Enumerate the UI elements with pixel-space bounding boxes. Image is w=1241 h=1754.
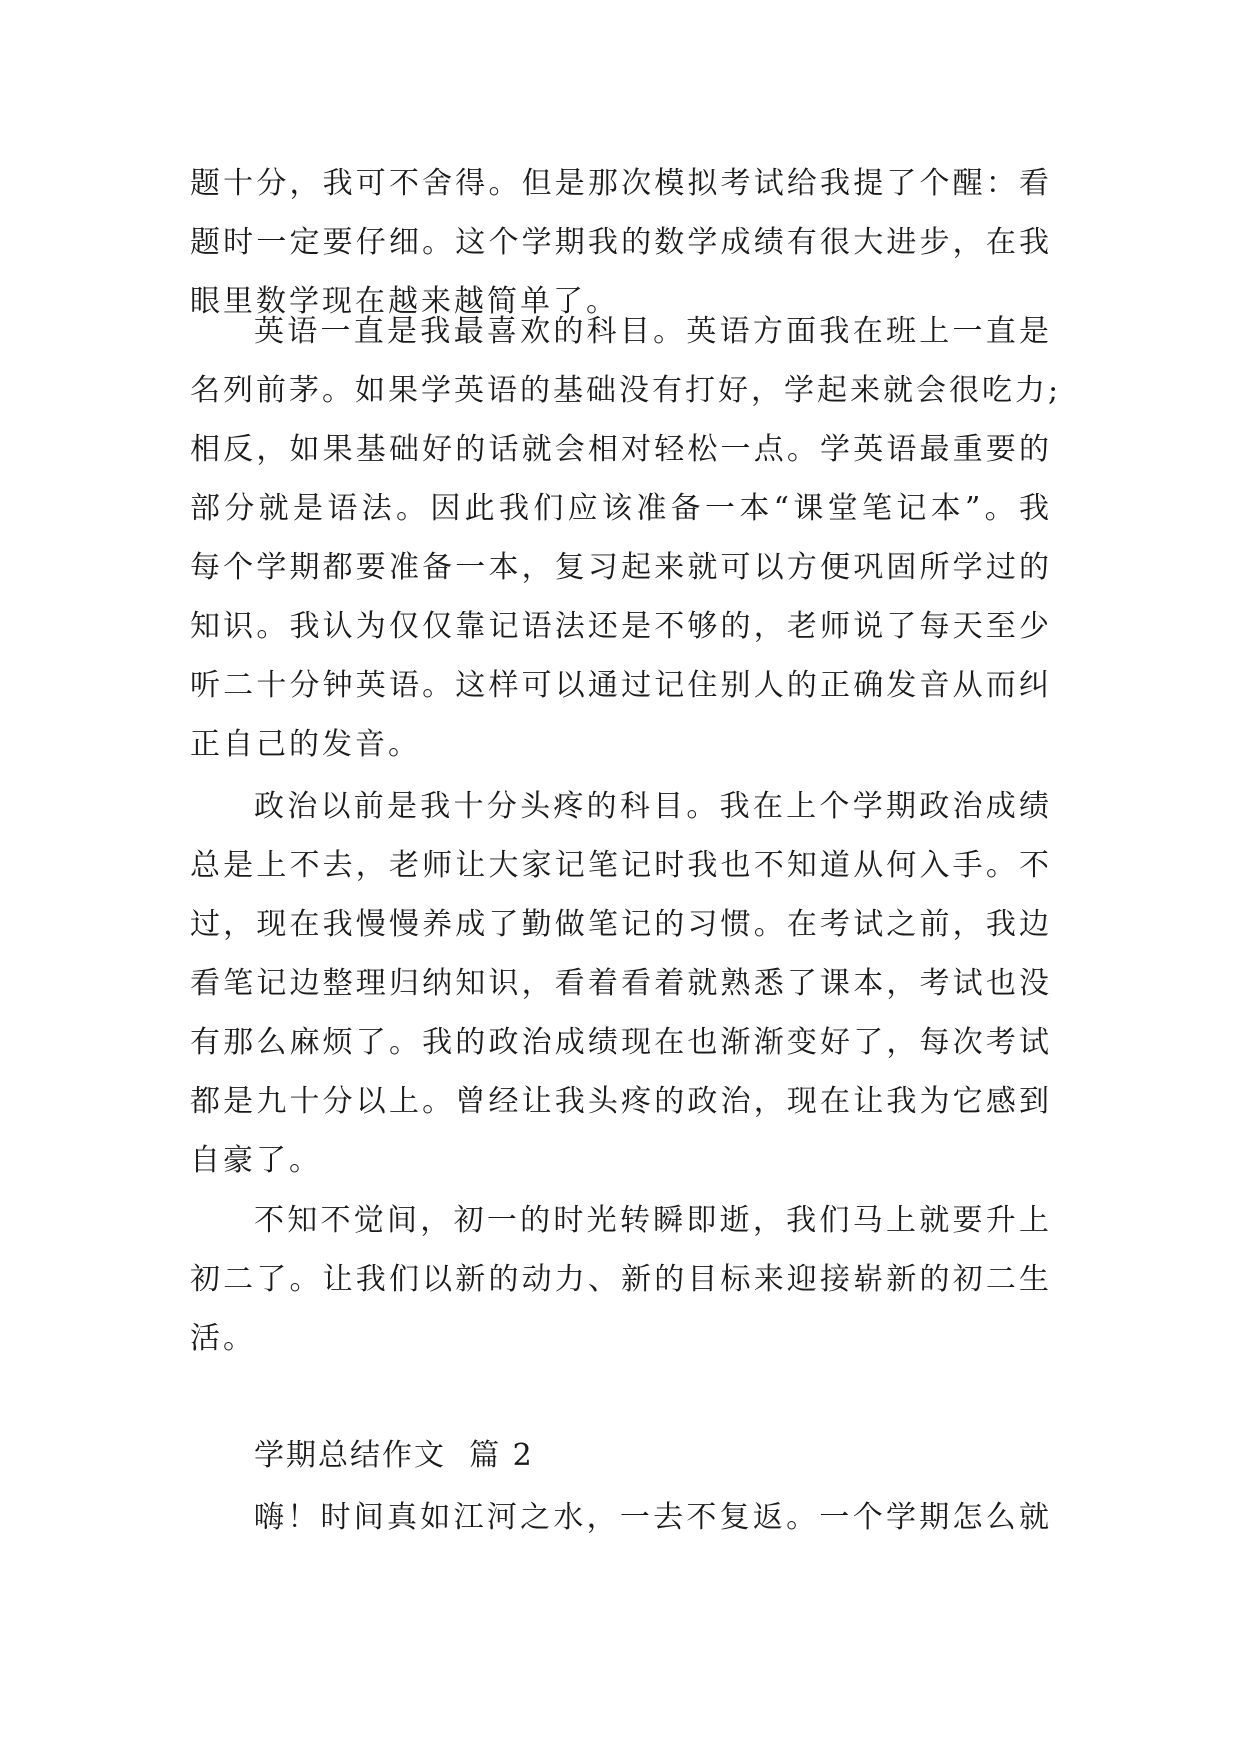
paragraph-politics bbox=[190, 777, 1052, 1190]
text-line: 眼里数学现在越来越简单了。 bbox=[190, 284, 619, 319]
text-line: 嗨！时间真如江河之水，一去不复返。一个学期怎么就 bbox=[254, 1500, 1052, 1535]
text-line: 部分就是语法。因此我们应该准备一本“课堂笔记本”。我 bbox=[190, 491, 1052, 526]
paragraph-english bbox=[190, 302, 1062, 774]
text-line: 都是九十分以上。曾经让我头疼的政治，现在让我为它感到 bbox=[190, 1084, 1052, 1119]
text-line: 题时一定要仔细。这个学期我的数学成绩有很大进步，在我 bbox=[190, 225, 1052, 260]
paragraph-part2-intro bbox=[190, 1488, 1052, 1547]
text-line: 知识。我认为仅仅靠记语法还是不够的，老师说了每天至少 bbox=[190, 609, 1052, 644]
text-line: 看笔记边整理归纳知识，看着看着就熟悉了课本，考试也没 bbox=[190, 966, 1052, 1001]
paragraph-conclusion bbox=[190, 1191, 1052, 1368]
text-line: 不知不觉间，初一的时光转瞬即逝，我们马上就要升上 bbox=[254, 1203, 1052, 1238]
text-line: 名列前茅。如果学英语的基础没有打好，学起来就会很吃力; bbox=[190, 373, 1062, 408]
text-line: 自豪了。 bbox=[190, 1143, 322, 1178]
text-line: 初二了。让我们以新的动力、新的目标来迎接崭新的初二生 bbox=[190, 1262, 1052, 1297]
text-line: 过，现在我慢慢养成了勤做笔记的习惯。在考试之前，我边 bbox=[190, 907, 1052, 942]
text-line: 活。 bbox=[190, 1321, 256, 1356]
text-line: 英语一直是我最喜欢的科目。英语方面我在班上一直是 bbox=[254, 314, 1052, 349]
text-line: 听二十分钟英语。这样可以通过记住别人的正确发音从而纠 bbox=[190, 668, 1052, 703]
text-line: 题十分，我可不舍得。但是那次模拟考试给我提了个醒：看 bbox=[190, 166, 1052, 201]
text-line: 正自己的发音。 bbox=[190, 727, 421, 762]
text-line: 相反，如果基础好的话就会相对轻松一点。学英语最重要的 bbox=[190, 432, 1052, 467]
text-line: 每个学期都要准备一本，复习起来就可以方便巩固所学过的 bbox=[190, 550, 1052, 585]
text-line: 政治以前是我十分头疼的科目。我在上个学期政治成绩 bbox=[254, 789, 1052, 824]
text-line: 总是上不去，老师让大家记笔记时我也不知道从何入手。不 bbox=[190, 848, 1052, 883]
text-line: 有那么麻烦了。我的政治成绩现在也渐渐变好了，每次考试 bbox=[190, 1025, 1052, 1060]
section-heading: 学期总结作文 篇 2 bbox=[254, 1438, 534, 1473]
